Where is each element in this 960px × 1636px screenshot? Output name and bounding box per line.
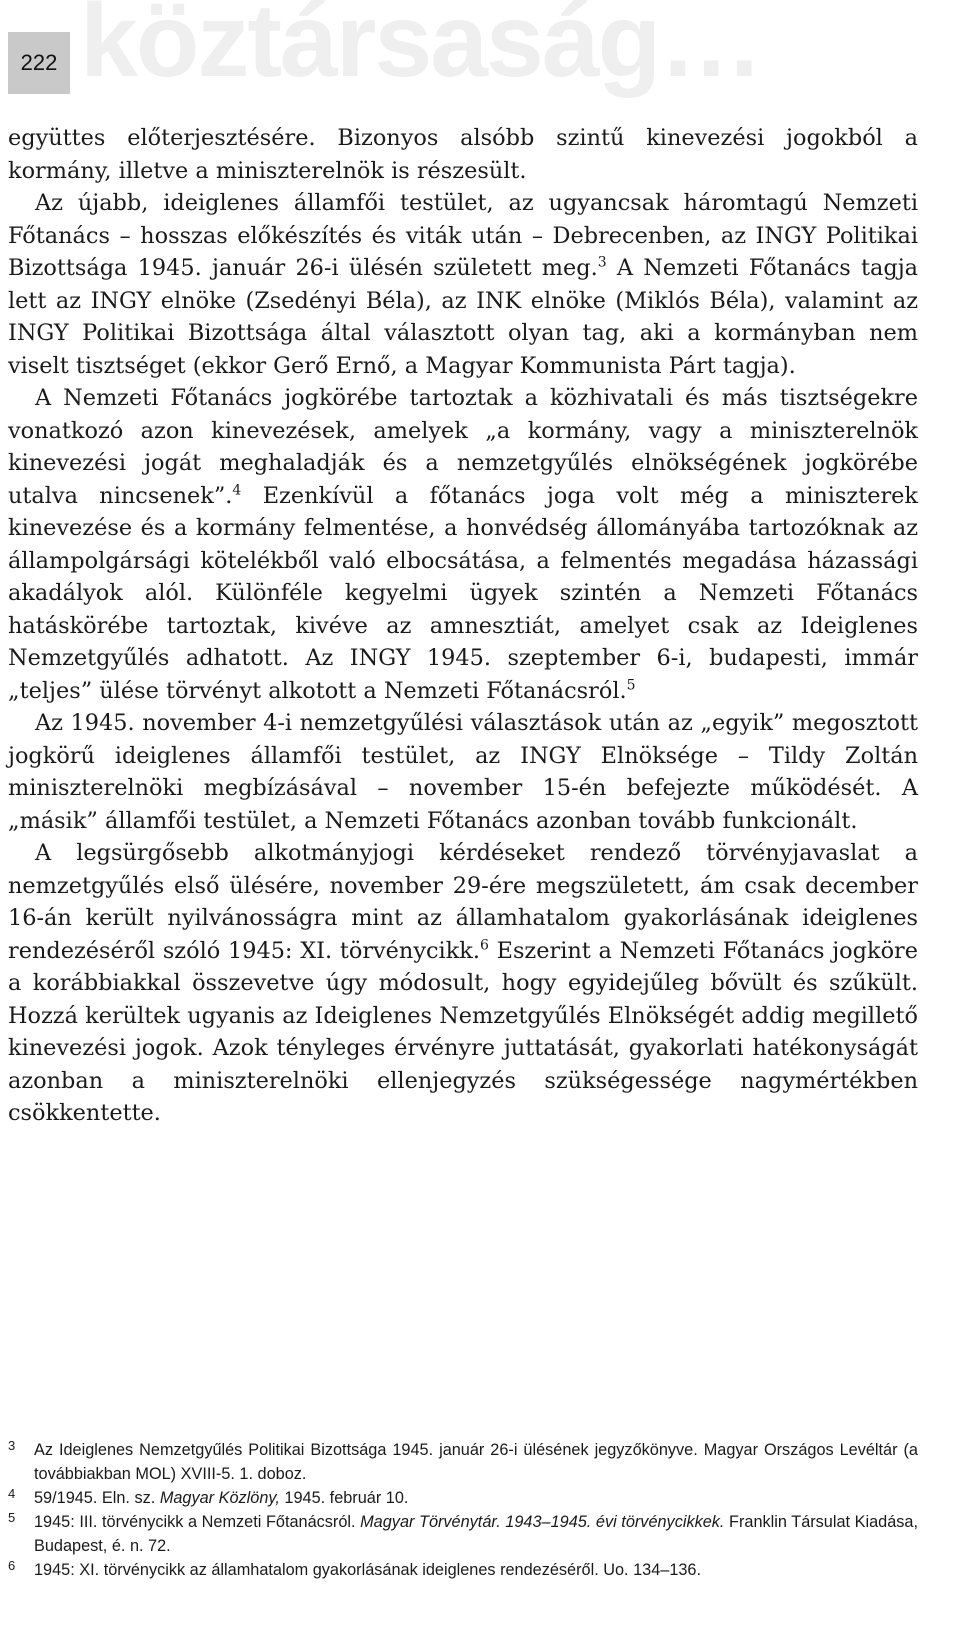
footnote [8, 1558, 918, 1582]
footnote-ref[interactable]: 3 [597, 254, 607, 271]
footnote-text: 1945: XI. törvénycikk az államhatalom gyakorlásának ideiglenes rendezéséről. Uo. 134–136. [34, 1561, 702, 1579]
running-title: köztársaság… [80, 0, 762, 99]
footnote-ref[interactable]: 4 [232, 482, 242, 499]
footnote-number: 5 [8, 1510, 16, 1525]
paragraph: Az újabb, ideiglenes államfői testület, az ugyancsak háromtagú Nemzeti Főtanács – hosszas előkészítés és viták után – Debrecenben, az INGY Politikai Bizottsága 1945. január 26-i ülésén született meg.$^3$ A Nemzeti Főtanács tagja lett az INGY elnöke (Zsedényi Béla), az INK elnöke (Miklós Béla), valamint az INGY Politikai Bizottsága által választott olyan tag, aki a kormányban nem viselt tisztséget (ekkor Gerő Ernő, a Magyar Kommunista Párt tagja). [8, 190, 918, 379]
paragraph: A legsürgősebb alkotmányjogi kérdéseket rendező törvényjavaslat a nemzetgyűlés első ülésére, november 29-ére megszületett, ám csak december 16-án került nyilvánosságra mint az államhatalom gyakorlásának ideiglenes rendezéséről szóló 1945: XI. törvénycikk.$^6$ Eszerint a Nemzeti Főtanács jogköre a korábbiakkal összevetve úgy módosult, hogy egyidejűleg bővült és szűkült. Hozzá kerültek ugyanis az Ideiglenes Nemzetgyűlés Elnökségét addig megillető kinevezési jogok. Azok tényleges érvényre juttatását, gyakorlati hatékonyságát azonban a miniszterelnöki ellenjegyzés szükségessége nagymértékben csökkentette. [8, 840, 918, 1126]
footnote-ref[interactable]: 6 [479, 937, 489, 954]
footnote-text: 1945: III. törvénycikk a Nemzeti Főtanácsról. Magyar Törvénytár. 1943–1945. évi törvénycikkek. Franklin Társulat Kiadása, Budapest, é. n. 72. [34, 1513, 919, 1555]
footnote-number: 6 [8, 1558, 16, 1573]
footnote-ref[interactable]: 5 [626, 677, 636, 694]
paragraph: Az 1945. november 4-i nemzetgyűlési választások után az „egyik” megosztott jogkörű ideiglenes államfői testület, az INGY Elnöksége – Tildy Zoltán miniszterelnöki megbízásával – november 15-én befejezte működését. A „másik” államfői testület, a Nemzeti Főtanács azonban tovább funkcionált. [8, 710, 918, 834]
page-number: 222 [8, 32, 70, 94]
page-header [0, 0, 960, 120]
footnote [8, 1438, 918, 1486]
paragraph: együttes előterjesztésére. Bizonyos alsóbb szintű kinevezési jogokból a kormány, illetve a miniszterelnök is részesült. [8, 125, 918, 184]
footnote-number: 4 [8, 1486, 16, 1501]
footnote [8, 1510, 918, 1558]
main-text [8, 122, 918, 1130]
footnote-text: Az Ideiglenes Nemzetgyűlés Politikai Bizottsága 1945. január 26-i ülésének jegyzőkönyve. Magyar Országos Levéltár (a továbbiakban MOL) XVIII-5. 1. doboz. [34, 1441, 918, 1483]
paragraph: A Nemzeti Főtanács jogkörébe tartoztak a közhivatali és más tisztségekre vonatkozó azon kinevezések, amelyek „a kormány, vagy a miniszterelnök kinevezési jogát meghaladják és a nemzetgyűlés elnökségének jogkörébe utalva nincsenek”.$^4$ Ezenkívül a főtanács joga volt még a miniszterek kinevezése és a kormány felmentése, a honvédség állományába tartozóknak az állampolgársági kötelékből való elbocsátása, a felmentés megadása házassági akadályok alól. Különféle kegyelmi ügyek szintén a Nemzeti Főtanács hatáskörébe tartoztak, kivéve az amnesztiát, amelyet csak az Ideiglenes Nemzetgyűlés adhatott. Az INGY 1945. szeptember 6-i, budapesti, immár „teljes” ülése törvényt alkotott a Nemzeti Főtanácsról.$^5$ [8, 385, 918, 704]
footnote-text: 59/1945. Eln. sz. Magyar Közlöny, 1945. február 10. [34, 1489, 409, 1507]
footnotes [8, 1438, 918, 1582]
footnote-number: 3 [8, 1438, 16, 1453]
footnote [8, 1486, 918, 1510]
